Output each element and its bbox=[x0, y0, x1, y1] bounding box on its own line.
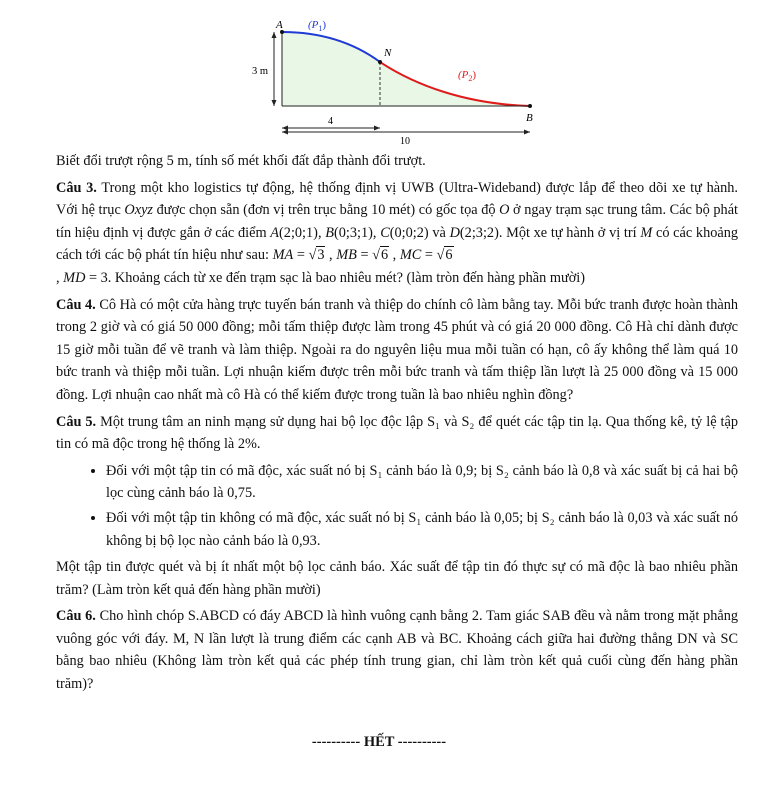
q4-text: Cô Hà có một cửa hàng trực tuyến bán tranh và thiệp do chính cô làm bằng tay. Mỗi bức tranh được hoàn thành trong 2 giờ và có giá 50 000 đồng; mỗi tấm thiệp được làm trong 45 phút và có giá 20 000 đồng. Cô Hà chỉ dành được 15 giờ mỗi tuần để vẽ tranh và làm thiệp. Ngoài ra do nguyên liệu mua mỗi tuần có hạn, cô ấy không thể làm quá 10 bức tranh và thiệp mỗi tuần. Lợi nhuận kiếm được trên mỗi bức tranh và tấm thiệp lần lượt là 25 000 đồng và 15 000 đồng. Lợi nhuận cao nhất mà cô Hà có thể kiếm được trong tuần là bao nhiêu nghìn đồng? bbox=[56, 296, 739, 403]
height-label: 3 m bbox=[252, 66, 269, 77]
q5-bullet-list bbox=[56, 460, 738, 552]
q5-text: Một trung tâm an ninh mạng sử dụng hai bộ lọc độc lập S₁ và S₂ để quét các tập tin lạ. Qua thống kê, tỷ lệ tập tin có mã độc trong hệ thống là 2%. bbox=[56, 413, 738, 453]
q5-number: Câu 5. bbox=[56, 413, 97, 430]
q3-text-1: Trong một kho logistics tự động, hệ thống định vị UWB (Ultra-Wideband) được lắp để theo dõi xe tự hành. Với hệ trục bbox=[56, 179, 738, 219]
point-B bbox=[528, 104, 532, 108]
q3-point-c: C bbox=[380, 224, 390, 241]
q3-a-coord: (2;0;1), bbox=[279, 224, 322, 241]
q3-comma: , bbox=[389, 247, 400, 264]
width-large-label: 10 bbox=[400, 136, 410, 147]
ws-left bbox=[282, 126, 288, 131]
q3-mc: MC bbox=[399, 247, 422, 264]
q4-number: Câu 4. bbox=[56, 296, 96, 313]
label-P2: $(P_2)$ bbox=[458, 69, 477, 83]
exam-content bbox=[56, 150, 738, 700]
q3-ma: MA bbox=[272, 247, 294, 264]
label-P1: $(P_1)$ bbox=[308, 19, 327, 33]
list-item: • Đối với một tập tin có mã độc, xác suất nó bị S₁ cảnh báo là 0,9; bị S₂ cảnh báo là 0,8 và xác suất bị cả hai bộ lọc cùng cảnh báo là 0,75. bbox=[106, 460, 738, 505]
q3-origin: O bbox=[499, 202, 510, 219]
q3-text-3: ở ngay trạm sạc trung tâm. Các bộ phát tín hiệu định vị được gắn ở các điểm bbox=[56, 202, 739, 241]
q3-oxyz: Oxyz bbox=[124, 202, 153, 219]
q3-comma: , bbox=[56, 269, 64, 286]
q6-number: Câu 6. bbox=[56, 608, 96, 625]
point-N bbox=[378, 60, 382, 64]
q3-number: Câu 3. bbox=[56, 179, 97, 196]
q3-eq: = bbox=[85, 269, 101, 286]
q3-text-2: được chọn sẵn (đơn vị trên trục bằng 10 mét) có gốc tọa độ bbox=[156, 202, 496, 219]
q3-eq: = bbox=[293, 247, 309, 264]
question-5 bbox=[56, 411, 738, 456]
question-3 bbox=[56, 177, 738, 290]
q3-eq: = bbox=[356, 247, 373, 264]
height-arrow-bottom bbox=[272, 100, 277, 106]
label-A: A bbox=[276, 19, 283, 31]
intro-text: Biết đổi trượt rộng 5 m, tính số mét khối đất đắp thành đổi trượt. bbox=[56, 153, 426, 169]
q3-sqrt6a: √6 bbox=[372, 247, 389, 264]
label-B: B bbox=[526, 112, 533, 124]
wl-right bbox=[524, 130, 530, 135]
wl-left bbox=[282, 130, 288, 135]
question-4 bbox=[56, 294, 738, 407]
q3-md: MD bbox=[63, 269, 86, 286]
ws-right bbox=[374, 126, 380, 131]
q3-point-b: B bbox=[325, 224, 334, 241]
q3-point-d: D bbox=[449, 224, 460, 241]
slope-figure bbox=[240, 10, 540, 150]
q3-sqrt6b: √6 bbox=[436, 247, 453, 264]
q3-md-value: 3 bbox=[100, 269, 108, 286]
q3-d-coord: (2;3;2). Một xe tự hành ở vị trí bbox=[459, 224, 637, 241]
q6-text: Cho hình chóp S.ABCD có đáy ABCD là hình vuông cạnh bằng 2. Tam giác SAB đều và nằm trong mặt phẳng vuông góc với đáy. M, N lần lượt là trung điểm các cạnh AB và BC. Khoảng cách giữa hai đường thẳng DN và SC bằng bao nhiêu (Không làm tròn kết quả các phép tính trung gian, chỉ làm tròn kết quả cuối cùng đến hàng phần trăm)? bbox=[56, 608, 738, 693]
q3-mb: MB bbox=[336, 247, 357, 264]
height-arrow-top bbox=[272, 32, 277, 38]
q3-text-4: có các khoảng cách tới các bộ phát tín hiệu như sau: bbox=[56, 224, 739, 264]
q3-sqrt3: √3 bbox=[308, 247, 325, 264]
end-marker: ---------- HẾT ---------- bbox=[311, 734, 447, 750]
label-N: N bbox=[384, 47, 392, 59]
q3-c-coord: (0;0;2) và bbox=[389, 224, 446, 241]
q3-point-a: A bbox=[270, 224, 280, 241]
q3-point-m: M bbox=[640, 224, 653, 241]
q3-eq: = bbox=[421, 247, 437, 264]
q3-text-5: . Khoảng cách từ xe đến trạm sạc là bao nhiêu mét? (làm tròn đến hàng phần mười) bbox=[107, 269, 585, 286]
q5-tail: Một tập tin được quét và bị ít nhất một bộ lọc cảnh báo. Xác suất để tập tin đó thực sự có mã độc là bao nhiêu phần trăm? (Làm tròn kết quả đến hàng phần mười) bbox=[56, 559, 738, 598]
q3-comma: , bbox=[325, 247, 337, 264]
q3-b-coord: (0;3;1), bbox=[333, 224, 377, 241]
width-small-label: 4 bbox=[328, 116, 333, 127]
question-6 bbox=[56, 605, 738, 695]
list-item: • Đối với một tập tin không có mã độc, xác suất nó bị S₁ cảnh báo là 0,05; bị S₂ cảnh báo là 0,03 và xác suất nó không bị bộ lọc nào cảnh báo là 0,93. bbox=[106, 507, 738, 552]
area-fill bbox=[282, 32, 530, 106]
